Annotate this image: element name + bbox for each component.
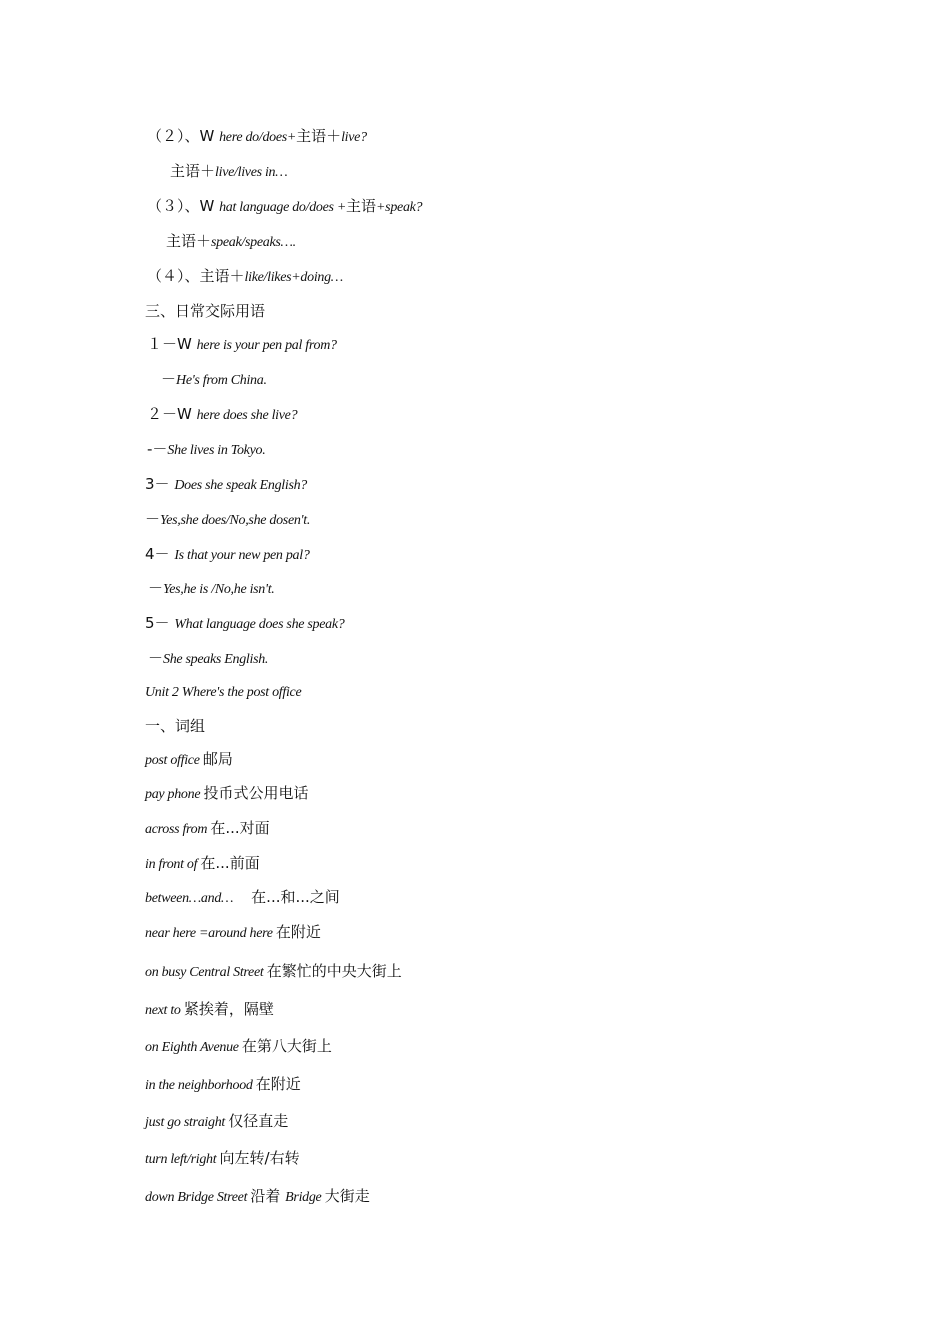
chinese-text: 在附近 — [255, 1075, 301, 1093]
chinese-text: 主语＋ — [170, 162, 216, 180]
text-line — [147, 334, 337, 356]
text-line — [145, 749, 233, 771]
chinese-text: 一、词组 — [145, 717, 206, 735]
text-line — [145, 1111, 288, 1133]
text-line — [145, 1036, 332, 1058]
text-line — [145, 681, 301, 703]
english-text: Does she speak English? — [174, 478, 308, 493]
english-text: on busy Central Street — [145, 965, 267, 980]
text-line — [145, 783, 308, 805]
english-text: in front of — [145, 857, 201, 872]
english-text: Yes,he is /No,he isn't. — [163, 582, 275, 597]
english-text: He's from China. — [176, 373, 267, 388]
english-text: on Eighth Avenue — [145, 1040, 242, 1055]
chinese-text: 在第八大街上 — [241, 1037, 332, 1055]
chinese-text: － — [161, 370, 177, 388]
chinese-text: 在附近 — [275, 923, 321, 941]
text-line — [145, 887, 340, 909]
english-text: post office — [145, 753, 203, 768]
text-line — [145, 1148, 300, 1170]
text-line — [147, 266, 343, 288]
english-text: here does she live? — [196, 408, 298, 423]
english-text: speak/speaks…. — [211, 235, 296, 250]
chinese-text: ２－W — [147, 405, 197, 423]
chinese-text: （２）、W — [147, 127, 220, 145]
english-text: She speaks English. — [163, 652, 269, 667]
english-text: down Bridge Street — [145, 1190, 251, 1205]
text-line — [145, 301, 265, 321]
text-line — [161, 369, 267, 391]
text-line — [145, 1186, 370, 1208]
english-text: What language does she speak? — [174, 617, 345, 632]
english-text: near here =around here — [145, 926, 276, 941]
chinese-text: 沿着 — [250, 1187, 286, 1205]
chinese-text: 4－ — [145, 545, 175, 563]
chinese-text: 在繁忙的中央大街上 — [266, 962, 402, 980]
english-text: here do/does+ — [219, 130, 297, 145]
chinese-text: 在...对面 — [210, 819, 270, 837]
english-text: Unit 2 Where's the post office — [145, 685, 302, 700]
chinese-text: － — [148, 649, 164, 667]
chinese-text: 邮局 — [202, 750, 233, 768]
english-text: in the neighborhood — [145, 1078, 256, 1093]
text-line — [147, 196, 422, 218]
english-text: next to — [145, 1003, 184, 1018]
chinese-text: 3－ — [145, 475, 175, 493]
english-text: Yes,she does/No,she dosen't. — [160, 513, 311, 528]
chinese-text: 5－ — [145, 614, 175, 632]
chinese-text: 向左转/右转 — [219, 1149, 300, 1167]
text-line — [145, 961, 402, 983]
chinese-text: － — [148, 579, 164, 597]
text-line — [148, 578, 275, 600]
english-text: live? — [341, 130, 367, 145]
text-line — [147, 404, 297, 426]
chinese-text: （３）、W — [147, 197, 220, 215]
chinese-text: 主语＋ — [296, 127, 342, 145]
text-line — [148, 648, 268, 670]
chinese-text: 紧挨着，隔壁 — [183, 1000, 274, 1018]
chinese-text: 大街走 — [324, 1187, 370, 1205]
english-text: turn left/right — [145, 1152, 220, 1167]
text-line — [145, 853, 260, 875]
english-text: just go straight — [145, 1115, 229, 1130]
english-text: pay phone — [145, 787, 204, 802]
chinese-text: -－ — [147, 440, 168, 458]
english-text: Is that your new pen pal? — [174, 548, 310, 563]
english-text: +speak? — [376, 200, 423, 215]
text-line — [170, 161, 287, 183]
chinese-text: － — [145, 510, 161, 528]
english-text: Bridge — [285, 1190, 325, 1205]
english-text: She lives in Tokyo. — [167, 443, 266, 458]
english-text: hat language do/does + — [219, 200, 347, 215]
text-line — [145, 613, 344, 635]
text-line — [145, 1074, 301, 1096]
text-line — [145, 544, 310, 566]
english-text: across from — [145, 822, 211, 837]
english-text: between…and… — [145, 891, 234, 906]
chinese-text: （４）、主语＋ — [147, 267, 245, 285]
text-line — [166, 231, 296, 253]
text-line — [145, 474, 307, 496]
text-line — [145, 716, 205, 736]
chinese-text: 三、日常交际用语 — [145, 302, 266, 320]
chinese-text: 仅径直走 — [228, 1112, 289, 1130]
text-line — [145, 509, 310, 531]
chinese-text: 在...前面 — [200, 854, 260, 872]
english-text: here is your pen pal from? — [196, 338, 337, 353]
english-text: like/likes+doing… — [244, 270, 343, 285]
chinese-text: １－W — [147, 335, 197, 353]
text-line — [145, 818, 270, 840]
chinese-text: 投币式公用电话 — [203, 784, 309, 802]
chinese-text: 主语 — [346, 197, 377, 215]
text-line — [147, 439, 265, 461]
english-text: live/lives in… — [215, 165, 288, 180]
text-line — [145, 999, 274, 1021]
chinese-text: 在...和...之间 — [251, 888, 340, 906]
text-line — [147, 126, 367, 148]
text-line — [145, 922, 321, 944]
chinese-text: 主语＋ — [166, 232, 212, 250]
